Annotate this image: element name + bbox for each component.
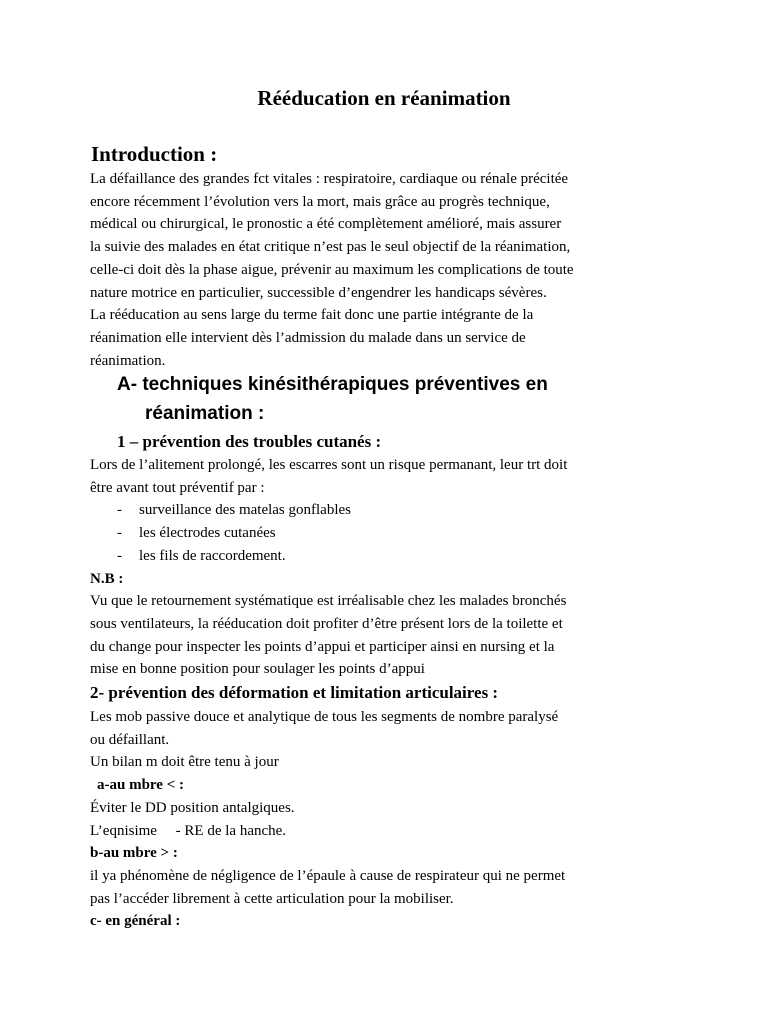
nb-line: du change pour inspecter les points d’appui et participer ainsi en nursing et la: [90, 638, 555, 655]
section-a-heading: [117, 370, 548, 428]
sub2-line: ou défaillant.: [90, 731, 170, 748]
list-item: - surveillance des matelas gonflables: [117, 499, 690, 522]
sub2-a-line: Éviter le DD position antalgiques.: [90, 799, 295, 816]
intro-line: réanimation.: [90, 352, 166, 369]
sub2-heading: 2- prévention des déformation et limitation articulaires :: [90, 683, 499, 702]
sub1-line: Lors de l’alitement prolongé, les escarres sont un risque permanant, leur trt doit: [90, 457, 568, 473]
intro-line: La défaillance des grandes fct vitales : respiratoire, cardiaque ou rénale précitée: [90, 171, 569, 187]
section-a-heading-line1: A- techniques kinésithérapiques préventives en: [117, 374, 548, 395]
list-item: - les électrodes cutanées: [117, 522, 690, 545]
sub1-heading: 1 – prévention des troubles cutanés :: [117, 432, 382, 451]
nb-label: N.B :: [90, 570, 124, 587]
nb-line: mise en bonne position pour soulager les points d’appui: [90, 661, 425, 678]
sub2-b-label: b-au mbre > :: [90, 845, 178, 862]
sub1-body: [90, 454, 690, 681]
list-item: - les fils de raccordement.: [117, 545, 690, 568]
intro-heading: Introduction :: [91, 142, 218, 166]
intro-line: réanimation elle intervient dès l’admission du malade dans un service de: [90, 329, 526, 346]
intro-paragraph: [90, 168, 690, 372]
intro-line: La rééducation au sens large du terme fait donc une partie intégrante de la: [90, 307, 534, 324]
sub2-line: Les mob passive douce et analytique de tous les segments de nombre paralysé: [90, 709, 559, 725]
sub2-c-label: c- en général :: [90, 913, 181, 930]
sub1-line: être avant tout préventif par :: [90, 479, 265, 496]
sub2-b-line: il ya phénomène de négligence de l’épaule à cause de respirateur qui ne permet: [90, 867, 566, 884]
sub2-line: Un bilan m doit être tenu à jour: [90, 754, 279, 771]
sub2-a-line: L’eqnisime - RE de la hanche.: [90, 822, 287, 839]
sub1-list: [117, 499, 690, 567]
document-title: Rééducation en réanimation: [257, 86, 511, 110]
sub2-b-line: pas l’accéder librement à cette articulation pour la mobiliser.: [90, 890, 454, 907]
intro-line: encore récemment l’évolution vers la mort, mais grâce au progrès technique,: [90, 193, 550, 210]
sub2-body: [90, 706, 690, 933]
nb-line: sous ventilateurs, la rééducation doit profiter d’être présent lors de la toilette et: [90, 615, 563, 632]
intro-line: nature motrice en particulier, successible d’engendrer les handicaps sévères.: [90, 284, 547, 301]
sub2-a-label: a-au mbre < :: [97, 777, 185, 794]
nb-line: Vu que le retournement systématique est irréalisable chez les malades bronchés: [90, 593, 567, 610]
intro-line: médical ou chirurgical, le pronostic a été complètement amélioré, mais assurer: [90, 216, 562, 233]
intro-line: celle-ci doit dès la phase aigue, prévenir au maximum les complications de toute: [90, 261, 574, 278]
section-a-heading-line2: réanimation :: [145, 403, 265, 424]
intro-line: la suivie des malades en état critique n’est pas le seul objectif de la réanimation,: [90, 239, 571, 256]
